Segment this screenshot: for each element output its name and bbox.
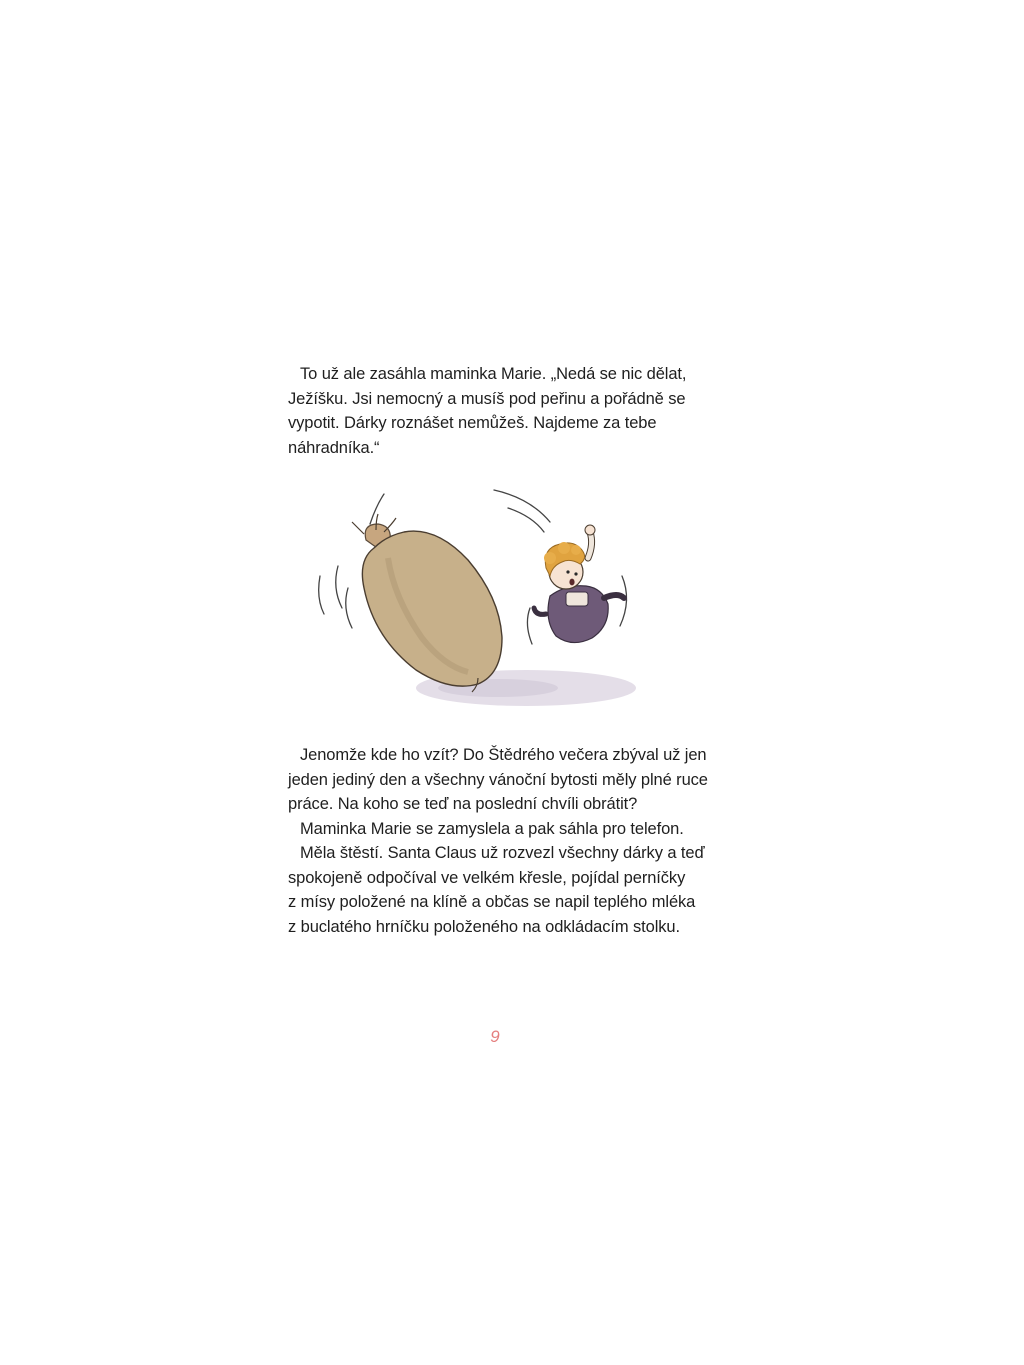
text-line: náhradníka.“ [288, 438, 380, 457]
text-line: To už ale zasáhla maminka Marie. „Nedá se nic dělat, [300, 365, 687, 383]
falling-child [534, 525, 624, 643]
sack [352, 514, 502, 692]
text-line: z buclatého hrníčku položeného na odkládacím stolku. [288, 917, 680, 936]
text-line: Maminka Marie se zamyslela a pak sáhla pro telefon. [300, 819, 684, 838]
text-line: z mísy položené na klíně a občas se napil teplého mléka [288, 893, 696, 911]
sack-and-falling-child-illustration [318, 488, 640, 724]
text-line: Ježíšku. Jsi nemocný a musíš pod peřinu a pořádně se [288, 389, 686, 408]
text-line: vypotit. Dárky roznášet nemůžeš. Najdeme za tebe [288, 414, 657, 432]
paragraph-top [288, 362, 708, 460]
text-line: jeden jediný den a všechny vánoční bytosti měly plné ruce [288, 770, 708, 789]
text-line: práce. Na koho se teď na poslední chvíli obrátit? [288, 795, 638, 813]
paragraph-bottom [288, 743, 708, 939]
motion-lines-left [319, 566, 352, 628]
text-line: Jenomže kde ho vzít? Do Štědrého večera zbýval už jen [300, 746, 707, 764]
text-line: spokojeně odpočíval ve velkém křesle, pojídal perníčky [288, 868, 686, 887]
text-line: Měla štěstí. Santa Claus už rozvezl všechny dárky a teď [300, 844, 705, 862]
motion-lines-top [370, 490, 550, 532]
page-number: 9 [490, 1027, 500, 1046]
